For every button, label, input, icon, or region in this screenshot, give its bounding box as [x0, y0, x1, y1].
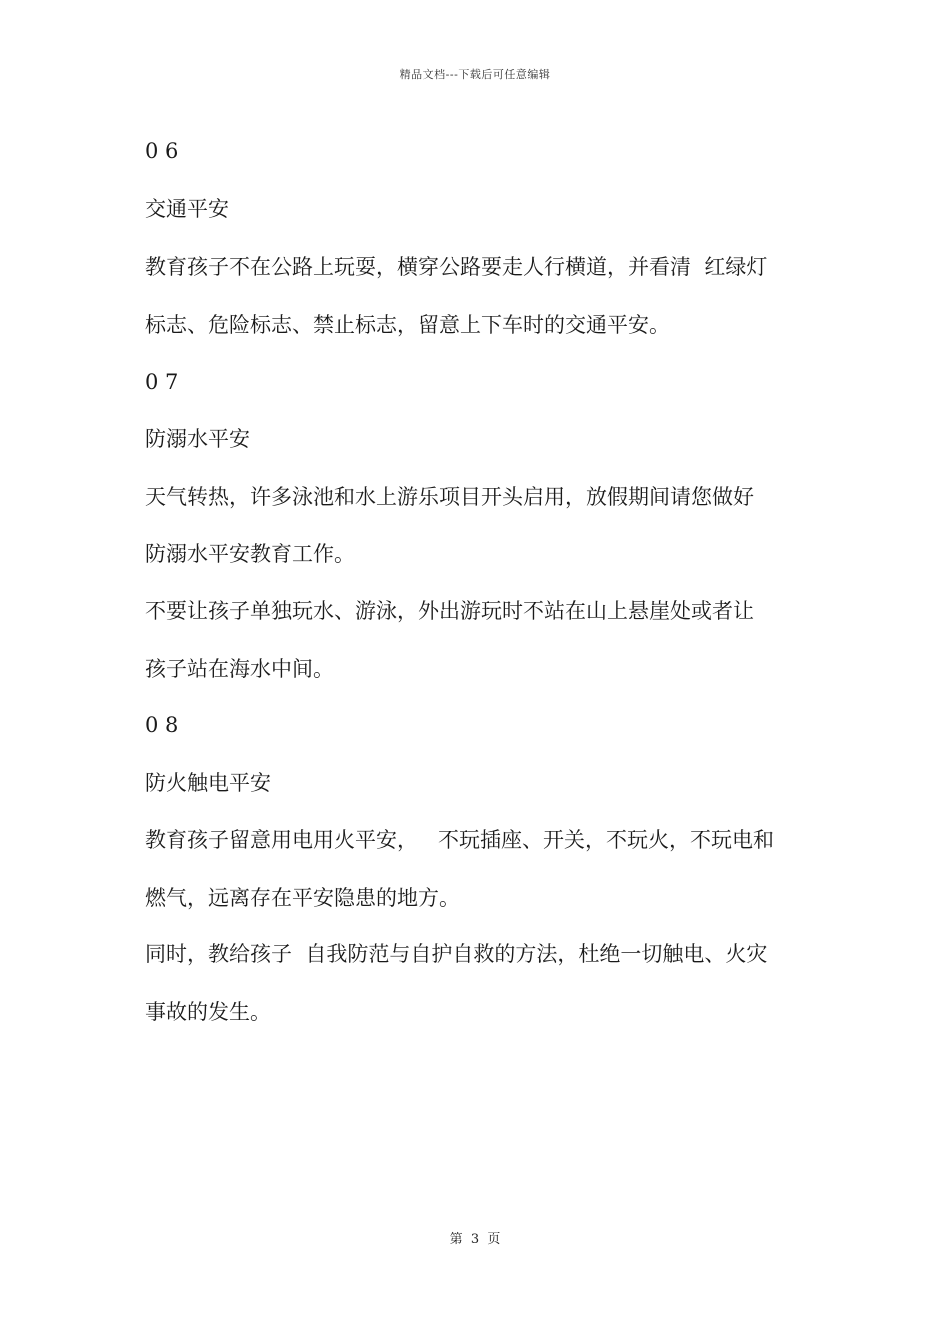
page-header: 精品文档---下载后可任意编辑 — [399, 68, 551, 81]
section-title-fire-electric-safety: 防火触电平安 — [145, 771, 271, 795]
section-number-06: 0 6 — [145, 139, 179, 163]
paragraph-line: 同时，教给孩子 自我防范与自护自救的方法，杜绝一切触电、火灾 — [145, 942, 768, 966]
paragraph-line: 天气转热，许多泳池和水上游乐项目开头启用，放假期间请您做好 — [145, 485, 754, 509]
paragraph-line: 孩子站在海水中间。 — [145, 657, 334, 681]
paragraph-line: 不要让孩子单独玩水、游泳，外出游玩时不站在山上悬崖处或者让 — [145, 599, 754, 623]
paragraph-line: 标志、危险标志、禁止标志，留意上下车时的交通平安。 — [145, 313, 670, 337]
section-number-08: 0 8 — [145, 713, 179, 737]
page-number: 第 3 页 — [449, 1232, 501, 1247]
section-number-07: 0 7 — [145, 370, 179, 394]
paragraph-line: 教育孩子留意用电用火平安， 不玩插座、开关，不玩火，不玩电和 — [145, 828, 775, 852]
section-title-traffic-safety: 交通平安 — [145, 197, 229, 221]
paragraph-line: 事故的发生。 — [145, 1000, 271, 1024]
section-title-drowning-safety: 防溺水平安 — [145, 427, 250, 451]
paragraph-line: 教育孩子不在公路上玩耍，横穿公路要走人行横道，并看清 红绿灯 — [145, 255, 768, 279]
paragraph-line: 燃气，远离存在平安隐患的地方。 — [145, 886, 460, 910]
paragraph-line: 防溺水平安教育工作。 — [145, 542, 355, 566]
